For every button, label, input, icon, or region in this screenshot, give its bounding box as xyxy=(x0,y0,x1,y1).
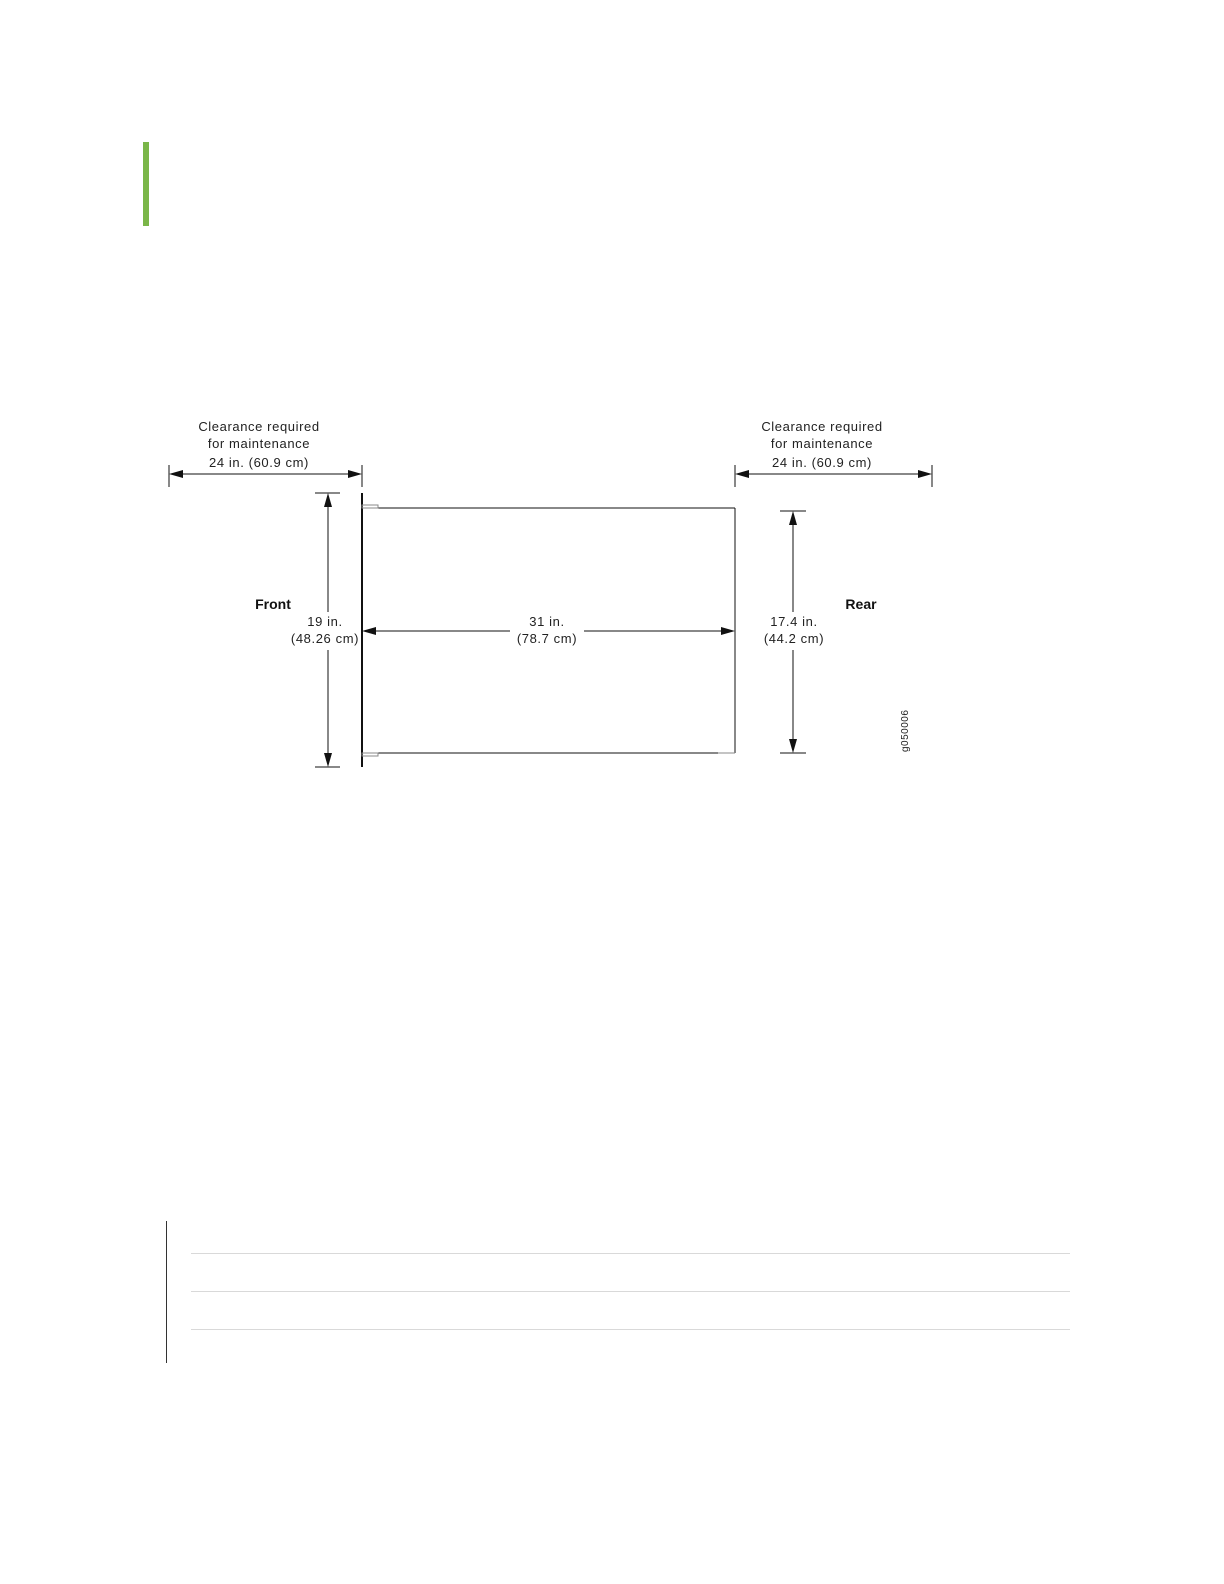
rear-width-arrowhead-top xyxy=(789,511,797,525)
rear-label: Rear xyxy=(845,596,877,612)
rear-clearance-label-line3: 24 in. (60.9 cm) xyxy=(772,455,872,470)
depth-label-line1: 31 in. xyxy=(529,614,565,629)
depth-label-line2: (78.7 cm) xyxy=(516,631,578,646)
front-width-label-line1: 19 in. xyxy=(307,614,343,629)
rear-width-label-line1: 17.4 in. xyxy=(770,614,818,629)
table-divider-3 xyxy=(191,1329,1070,1330)
front-mounting-ear-bottom xyxy=(362,753,378,756)
front-clearance-label-line3: 24 in. (60.9 cm) xyxy=(209,455,309,470)
front-clearance-label-line1: Clearance required xyxy=(198,419,320,434)
depth-arrowhead-left xyxy=(362,627,376,635)
rear-clearance-label-line1: Clearance required xyxy=(761,419,883,434)
rear-clearance-arrowhead-left xyxy=(735,470,749,478)
rear-width-arrowhead-bottom xyxy=(789,739,797,753)
front-mounting-ear-top xyxy=(362,505,378,508)
front-width-label-line2: (48.26 cm) xyxy=(290,631,360,646)
front-width-arrowhead-bottom xyxy=(324,753,332,767)
rear-clearance-arrowhead-right xyxy=(918,470,932,478)
rear-width-label-line2: (44.2 cm) xyxy=(763,631,825,646)
table-divider-1 xyxy=(191,1253,1070,1254)
rear-clearance-label-line2: for maintenance xyxy=(770,436,874,451)
front-clearance-label-line2: for maintenance xyxy=(207,436,311,451)
table-divider-2 xyxy=(191,1291,1070,1292)
depth-arrowhead-right xyxy=(721,627,735,635)
front-width-arrowhead-top xyxy=(324,493,332,507)
note-left-rule xyxy=(166,1221,167,1363)
figure-id-label: g050006 xyxy=(900,709,911,752)
front-clearance-arrowhead-left xyxy=(169,470,183,478)
front-clearance-arrowhead-right xyxy=(348,470,362,478)
front-label: Front xyxy=(255,596,291,612)
